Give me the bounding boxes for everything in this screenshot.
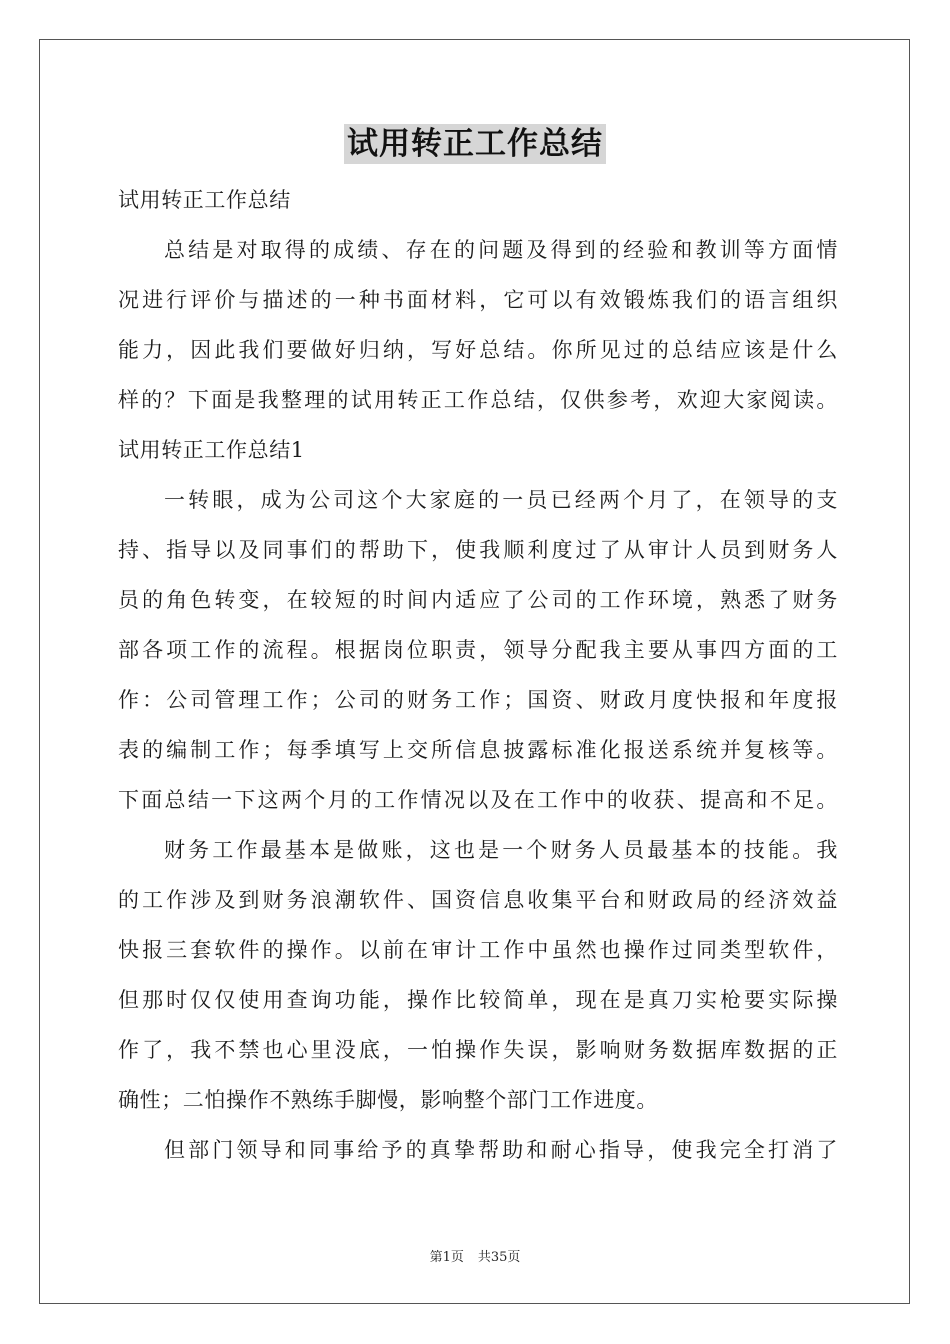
- text-line: 况进行评价与描述的一种书面材料，它可以有效锻炼我们的语言组织: [118, 288, 838, 312]
- text-line: 样的？下面是我整理的试用转正工作总结，仅供参考，欢迎大家阅读。: [118, 388, 838, 412]
- page-total: 共35页: [477, 1250, 521, 1265]
- title-wrap: [0, 124, 950, 164]
- text-line: 持、指导以及同事们的帮助下，使我顺利度过了从审计人员到财务人: [118, 538, 838, 562]
- text-line: 能力，因此我们要做好归纳，写好总结。你所见过的总结应该是什么: [118, 338, 838, 362]
- document-title: 试用转正工作总结: [344, 124, 606, 164]
- text-line: 确性；二怕操作不熟练手脚慢，影响整个部门工作进度。: [118, 1088, 658, 1112]
- text-line: 但那时仅仅使用查询功能，操作比较简单，现在是真刀实枪要实际操: [118, 988, 838, 1012]
- text-line: 一转眼，成为公司这个大家庭的一员已经两个月了，在领导的支: [164, 488, 838, 512]
- text-line: 员的角色转变，在较短的时间内适应了公司的工作环境，熟悉了财务: [118, 588, 838, 612]
- text-line: 表的编制工作；每季填写上交所信息披露标准化报送系统并复核等。: [118, 738, 838, 762]
- text-line: 下面总结一下这两个月的工作情况以及在工作中的收获、提高和不足。: [118, 788, 838, 812]
- text-line: 但部门领导和同事给予的真挚帮助和耐心指导，使我完全打消了: [164, 1138, 838, 1162]
- document-body: [118, 175, 838, 1175]
- text-line: 快报三套软件的操作。以前在审计工作中虽然也操作过同类型软件，: [118, 938, 838, 962]
- text-line: 作了，我不禁也心里没底，一怕操作失误，影响财务数据库数据的正: [118, 1038, 838, 1062]
- text-line: 部各项工作的流程。根据岗位职责，领导分配我主要从事四方面的工: [118, 638, 838, 662]
- section-heading: 试用转正工作总结1: [118, 438, 305, 462]
- page-number: 第1页: [429, 1250, 464, 1265]
- text-line: 的工作涉及到财务浪潮软件、国资信息收集平台和财政局的经济效益: [118, 888, 838, 912]
- text-line: 作：公司管理工作；公司的财务工作；国资、财政月度快报和年度报: [118, 688, 838, 712]
- section-heading: 试用转正工作总结: [118, 188, 291, 212]
- text-line: 财务工作最基本是做账，这也是一个财务人员最基本的技能。我: [164, 838, 838, 862]
- text-line: 总结是对取得的成绩、存在的问题及得到的经验和教训等方面情: [164, 238, 838, 262]
- page-footer: [0, 1246, 950, 1265]
